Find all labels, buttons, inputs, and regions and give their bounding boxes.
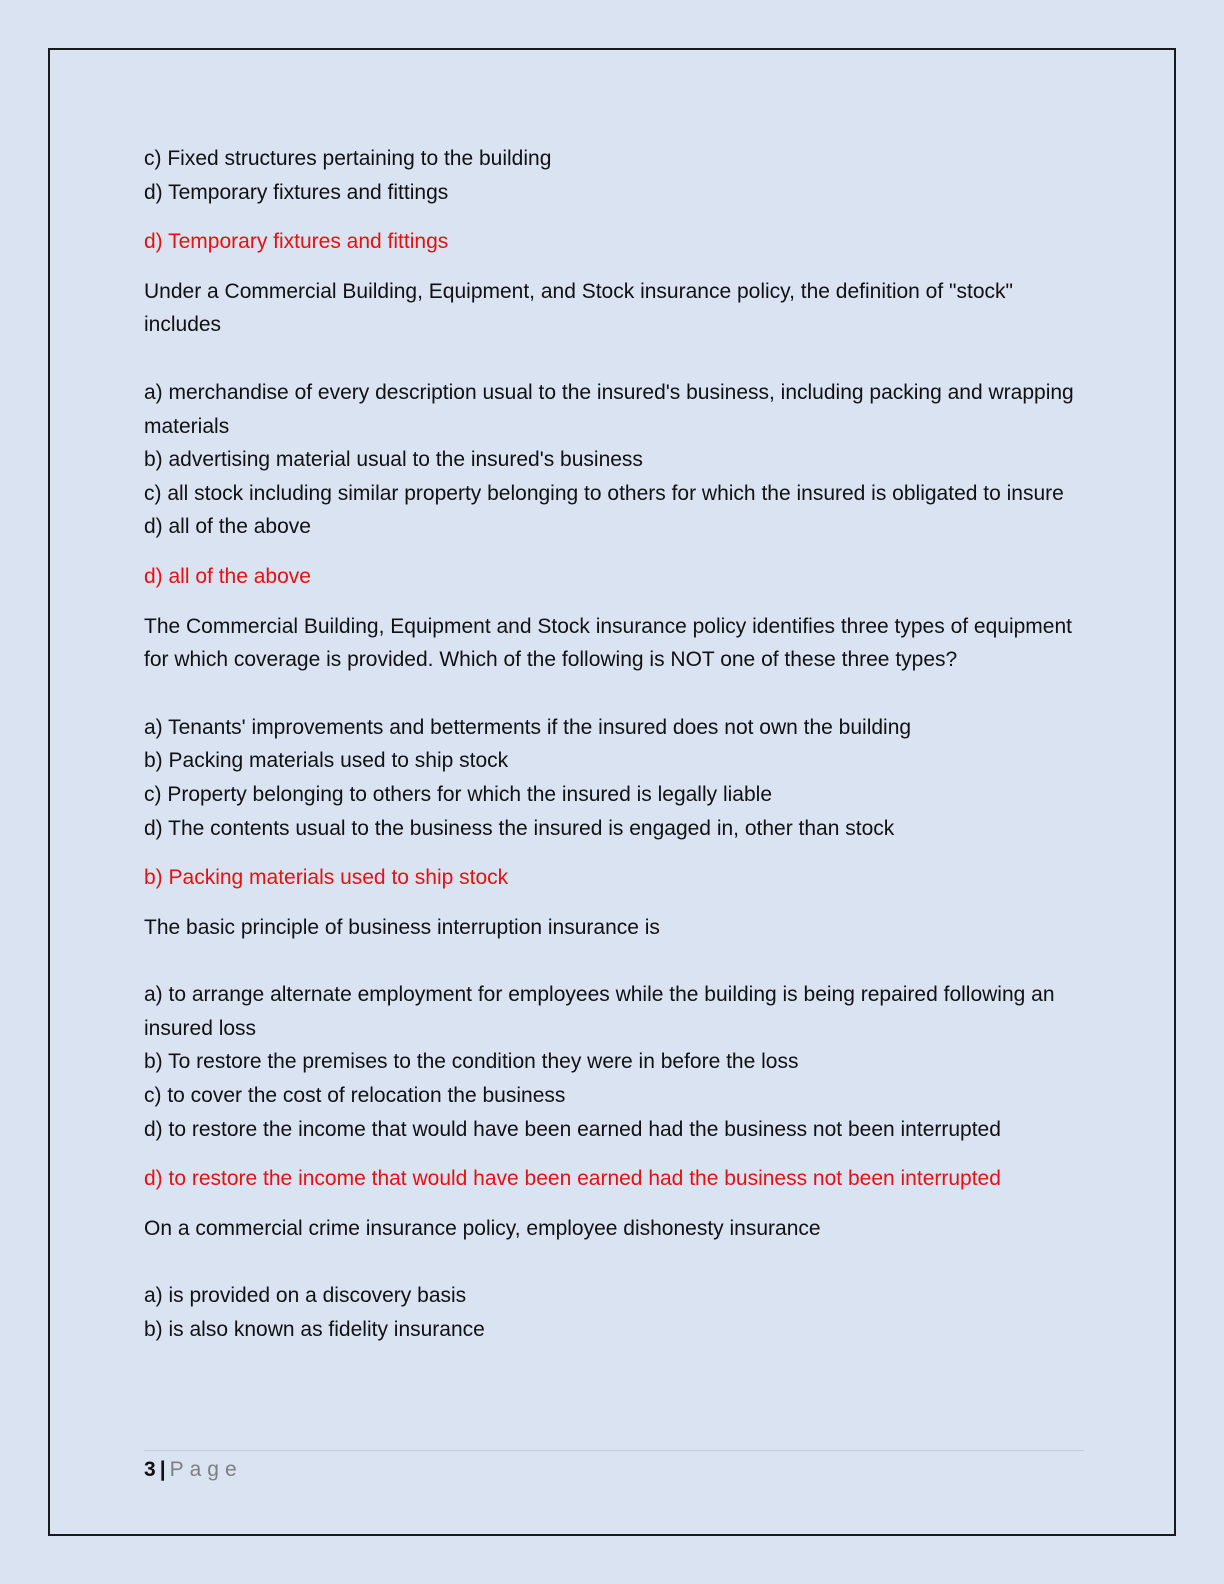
page-footer [144, 1455, 243, 1485]
option-line: b) To restore the premises to the condition they were in before the loss [144, 1050, 799, 1074]
question-text: The Commercial Building, Equipment and Stock insurance policy identifies three types of equipment for which coverage is provided. Which of the following is NOT one of these three types? [144, 614, 1072, 672]
question-text: The basic principle of business interruption insurance is [144, 915, 660, 939]
option-line: d) Temporary fixtures and fittings [144, 180, 449, 204]
question-text: Under a Commercial Building, Equipment, and Stock insurance policy, the definition of "stock" includes [144, 279, 1013, 337]
option-line: a) Tenants' improvements and betterments if the insured does not own the building [144, 715, 912, 739]
document-body [144, 142, 1084, 1347]
footer-divider [144, 1450, 1084, 1451]
options-list [144, 711, 1084, 845]
option-line: b) advertising material usual to the insured's business [144, 448, 643, 472]
answer-line: d) to restore the income that would have been earned had the business not been interrupted [144, 1167, 1001, 1191]
footer-separator: | [159, 1458, 166, 1481]
option-line: a) to arrange alternate employment for employees while the building is being repaired following an insured loss [144, 983, 1055, 1040]
option-line: c) to cover the cost of relocation the business [144, 1084, 566, 1108]
options-list [144, 142, 1084, 209]
option-line: c) all stock including similar property belonging to others for which the insured is obligated to insure [144, 481, 1064, 505]
answer-line: d) Temporary fixtures and fittings [144, 230, 449, 254]
answer-line: d) all of the above [144, 564, 311, 588]
option-line: d) to restore the income that would have been earned had the business not been interrupted [144, 1117, 1001, 1141]
option-line: b) is also known as fidelity insurance [144, 1318, 485, 1342]
option-line: c) Fixed structures pertaining to the building [144, 147, 552, 170]
answer-line: b) Packing materials used to ship stock [144, 866, 509, 890]
options-list [144, 376, 1084, 544]
option-line: d) The contents usual to the business the insured is engaged in, other than stock [144, 816, 895, 840]
options-list [144, 1279, 1084, 1346]
option-line: b) Packing materials used to ship stock [144, 749, 509, 773]
page-number: 3 [144, 1458, 156, 1481]
options-list [144, 978, 1084, 1146]
page-label: Page [169, 1458, 243, 1481]
option-line: d) all of the above [144, 515, 311, 539]
option-line: a) merchandise of every description usual to the insured's business, including packing and wrapping materials [144, 380, 1074, 438]
question-text: On a commercial crime insurance policy, employee dishonesty insurance [144, 1216, 821, 1240]
option-line: a) is provided on a discovery basis [144, 1284, 467, 1308]
option-line: c) Property belonging to others for which the insured is legally liable [144, 782, 773, 806]
